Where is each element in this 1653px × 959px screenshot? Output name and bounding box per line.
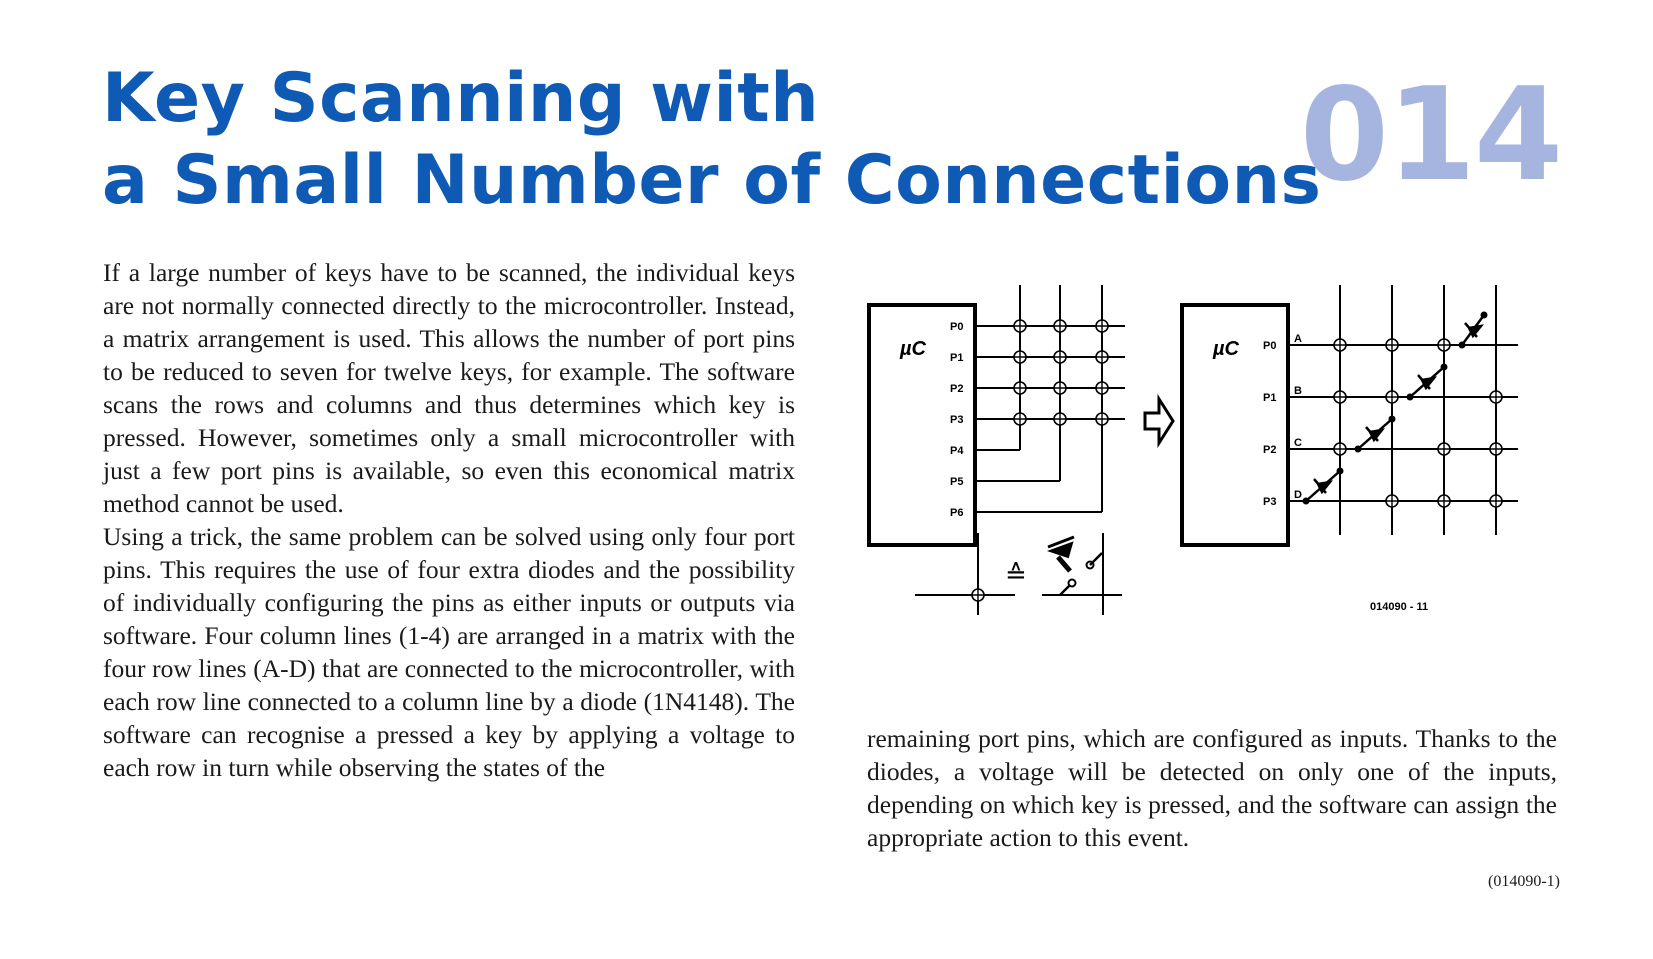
pin-label: P1	[950, 352, 964, 364]
figure-code: 014090 - 11	[1370, 601, 1429, 613]
pin-label: P5	[950, 476, 964, 488]
pin-label: P3	[950, 414, 964, 426]
equivalence-symbol: ≙	[1005, 560, 1027, 590]
right-key-nodes	[1334, 339, 1502, 507]
pin-label: P3	[1263, 496, 1277, 508]
title-line-2: a Small Number of Connections	[102, 141, 1322, 220]
pin-label: P2	[950, 383, 964, 395]
right-matrix-lines	[1288, 285, 1518, 535]
pin-label: P1	[1263, 392, 1277, 404]
article-title	[102, 58, 1382, 222]
paragraph: If a large number of keys have to be scanned, the individual keys are not normally connected directly to the microcontroller. Instead, a matrix arrangement is used. This allows the number of port pins to be reduced to seven for twelve keys, for example. The software scans the rows and columns and thus determines which key is pressed. However, sometimes only a small microcontroller with just a few port pins is available, so even this economical matrix method cannot be used.	[103, 258, 795, 518]
title-line-1: Key Scanning with	[102, 59, 820, 138]
chip-label-right: µC	[1213, 338, 1239, 360]
chip-label-left: µC	[900, 338, 926, 360]
diode-icon	[1465, 323, 1481, 337]
circuit-figure	[860, 285, 1560, 660]
body-column-left	[103, 256, 795, 784]
row-label: C	[1294, 437, 1302, 449]
article-number: 014	[1299, 61, 1561, 210]
paragraph: Using a trick, the same problem can be solved using only four port pins. This requires the use of four extra diodes and the possibility of individually configuring the pins as either inputs or outputs via software. Four column lines (1-4) are arranged in a matrix with the four row lines (A-D) that are connected to the microcontroller, with each row line connected to a column line by a diode (1N4148). The software can recognise a pressed a key by applying a voltage to each row in turn while observing the states of the	[103, 522, 795, 782]
left-pin-labels	[950, 321, 964, 519]
pin-label: P0	[1263, 340, 1277, 352]
arrow-right-icon	[1145, 399, 1173, 443]
right-node-crosses	[1334, 339, 1502, 507]
reference-code: (014090-1)	[1488, 873, 1560, 890]
paragraph: remaining port pins, which are configured as inputs. Thanks to the diodes, a voltage will be detected on only one of the inputs, depending on which key is pressed, and the software can assign the appropriate action to this event.	[867, 724, 1557, 852]
legend-diode-switch	[1042, 533, 1122, 615]
row-label: D	[1294, 489, 1302, 501]
pin-label: P0	[950, 321, 964, 333]
pin-label: P6	[950, 507, 964, 519]
body-column-right	[867, 722, 1557, 854]
row-label: A	[1294, 333, 1302, 345]
left-matrix-lines	[975, 285, 1125, 512]
pin-label: P4	[950, 445, 964, 457]
pin-label: P2	[1263, 444, 1277, 456]
row-label: B	[1294, 385, 1302, 397]
circuit-diagram	[860, 285, 1560, 660]
right-pin-labels	[1263, 333, 1302, 508]
